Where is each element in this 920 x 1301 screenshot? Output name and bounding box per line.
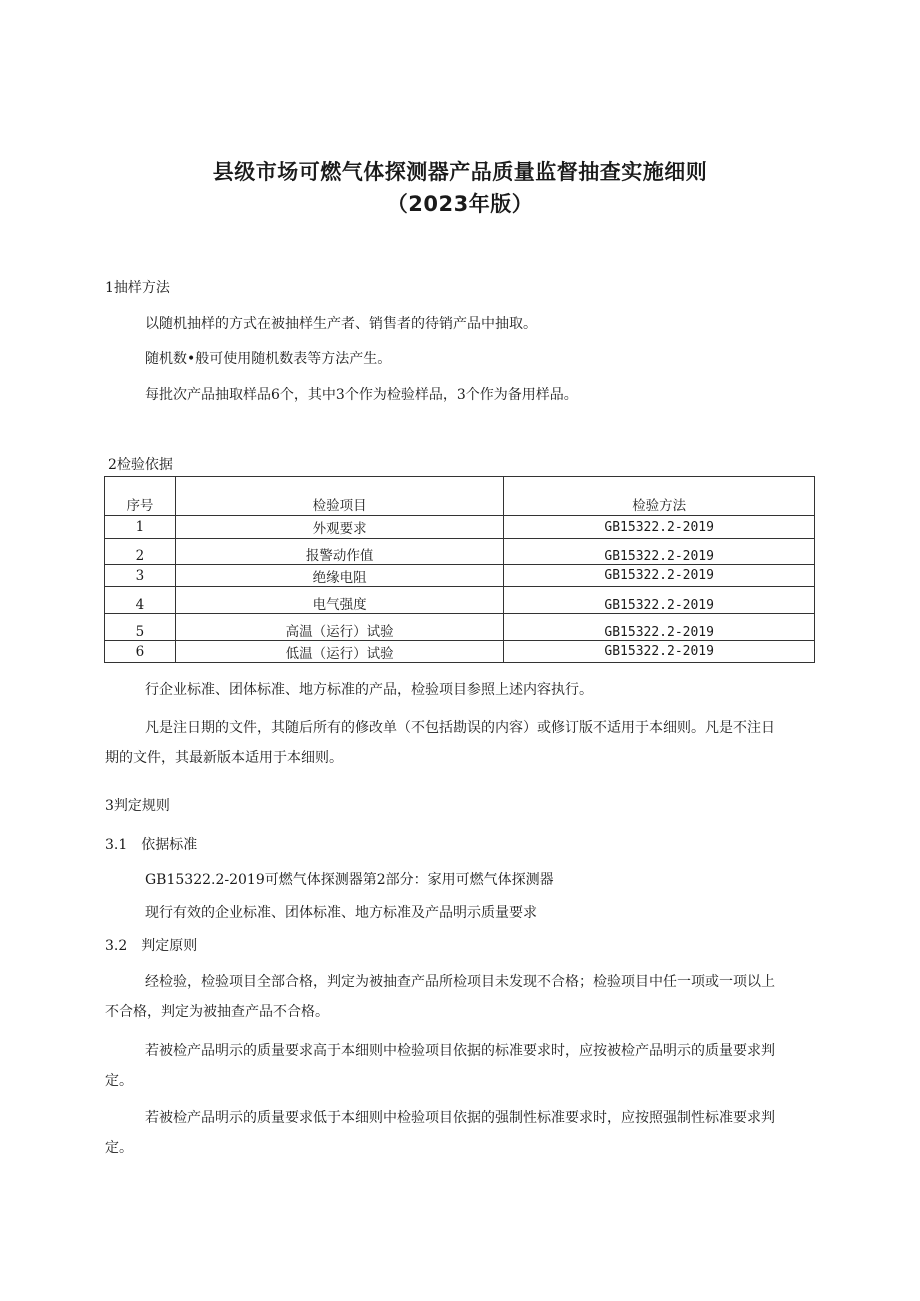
table-header-cell: 检验项目 <box>175 477 503 516</box>
inspection-table <box>104 476 815 663</box>
table-cell-method: GB15322.2-2019 <box>504 641 815 663</box>
section-2-heading: 2检验依据 <box>108 457 173 473</box>
section-1-paragraph: 以随机抽样的方式在被抽样生产者、销售者的待销产品中抽取。 <box>145 316 537 332</box>
table-cell-index: 2 <box>105 539 176 565</box>
table-cell-index: 1 <box>105 516 176 539</box>
document-edition: （2023年版） <box>386 192 534 216</box>
section-3-1-heading: 3.1 依据标准 <box>105 837 198 853</box>
section-2-paragraph: 凡是注日期的文件，其随后所有的修改单（不包括勘误的内容）或修订版不适用于本细则。凡是不注日期的文件，其最新版本适用于本细则。 <box>105 720 775 766</box>
table-cell-method: GB15322.2-2019 <box>504 587 815 614</box>
table-header-cell: 检验方法 <box>504 477 815 516</box>
table-row <box>105 516 815 539</box>
section-1-heading: 1抽样方法 <box>105 280 170 296</box>
table-cell-index: 5 <box>105 614 176 641</box>
standard-item: GB15322.2-2019可燃气体探测器第2部分：家用可燃气体探测器 <box>145 872 554 888</box>
table-cell-item: 绝缘电阻 <box>175 565 503 587</box>
judgement-paragraph: 若被检产品明示的质量要求低于本细则中检验项目依据的强制性标准要求时，应按照强制性标准要求判定。 <box>105 1110 775 1156</box>
section-3-heading: 3判定规则 <box>105 798 170 814</box>
table-row <box>105 565 815 587</box>
table-cell-index: 3 <box>105 565 176 587</box>
table-row <box>105 587 815 614</box>
section-1-paragraph: 每批次产品抽取样品6个，其中3个作为检验样品，3个作为备用样品。 <box>145 387 578 403</box>
judgement-paragraph: 经检验，检验项目全部合格，判定为被抽查产品所检项目未发现不合格；检验项目中任一项或一项以上不合格，判定为被抽查产品不合格。 <box>105 974 775 1020</box>
section-3-2-heading: 3.2 判定原则 <box>105 938 198 954</box>
standard-item: 现行有效的企业标准、团体标准、地方标准及产品明示质量要求 <box>145 905 537 921</box>
table-cell-method: GB15322.2-2019 <box>504 614 815 641</box>
section-1-paragraph: 随机数•般可使用随机数表等方法产生。 <box>145 351 392 367</box>
table-cell-item: 报警动作值 <box>175 539 503 565</box>
judgement-paragraph: 若被检产品明示的质量要求高于本细则中检验项目依据的标准要求时，应按被检产品明示的质量要求判定。 <box>105 1043 775 1089</box>
table-row <box>105 641 815 663</box>
table-cell-index: 6 <box>105 641 176 663</box>
table-row <box>105 614 815 641</box>
table-cell-method: GB15322.2-2019 <box>504 516 815 539</box>
document-title: 县级市场可燃气体探测器产品质量监督抽查实施细则 <box>212 160 708 184</box>
table-cell-item: 低温（运行）试验 <box>175 641 503 663</box>
table-cell-index: 4 <box>105 587 176 614</box>
table-row <box>105 539 815 565</box>
table-header-row <box>105 477 815 516</box>
table-cell-item: 高温（运行）试验 <box>175 614 503 641</box>
table-header-cell: 序号 <box>105 477 176 516</box>
table-cell-method: GB15322.2-2019 <box>504 565 815 587</box>
table-cell-method: GB15322.2-2019 <box>504 539 815 565</box>
table-cell-item: 电气强度 <box>175 587 503 614</box>
table-cell-item: 外观要求 <box>175 516 503 539</box>
section-2-paragraph: 行企业标准、团体标准、地方标准的产品，检验项目参照上述内容执行。 <box>145 682 593 698</box>
